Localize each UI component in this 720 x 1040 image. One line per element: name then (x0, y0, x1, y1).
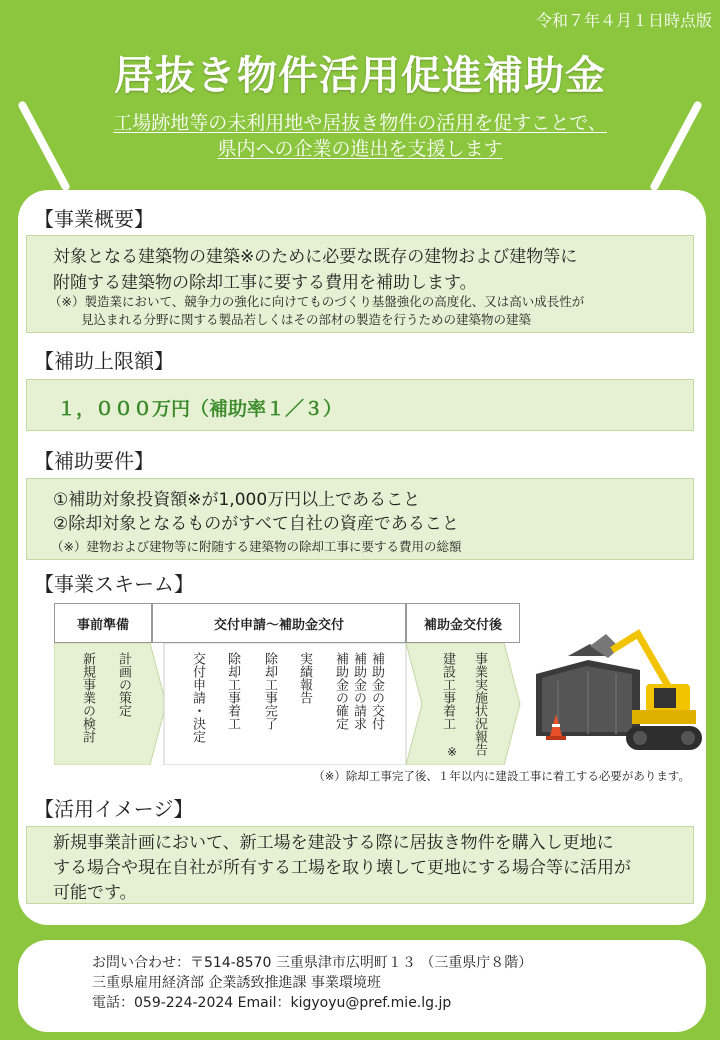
overview-text (53, 244, 577, 296)
usage-line-2: する場合や現在自社が所有する工場を取り壊して更地にする場合等に活用が (53, 858, 631, 878)
page-title: 居抜き物件活用促進補助金 (114, 53, 606, 99)
usage-heading: 【活用イメージ】 (34, 797, 194, 821)
usage-line-3: 可能です。 (53, 883, 137, 903)
requirements-box (26, 478, 694, 560)
overview-line-1: 対象となる建築物の建築※のために必要な既存の建物および建物等に (53, 247, 578, 267)
arrow-prep (54, 643, 166, 765)
subtitle-line-2: 県内への企業の進出を支援します (217, 138, 503, 160)
overview-line-2: 附随する建築物の除却工事に要する費用を補助します。 (53, 273, 477, 293)
overview-note-1: （※）製造業において、競争力の強化に向けてものづくり基盤強化の高度化、又は高い成長性が (49, 294, 585, 309)
arrow-after (406, 643, 520, 765)
phase-after: 補助金交付後 (406, 603, 520, 643)
step-demolition-start: 除却工事着工 (225, 652, 240, 730)
subtitle (0, 110, 720, 162)
usage-text (53, 831, 693, 906)
step-construction-mark: ※ (447, 745, 458, 759)
step-construction: 建設工事着工 (440, 652, 455, 730)
limit-box (26, 379, 694, 431)
phase-application: 交付申請～補助金交付 (152, 603, 406, 643)
step-application: 交付申請・決定 (190, 652, 205, 743)
scheme-heading: 【事業スキーム】 (34, 572, 194, 596)
usage-box (26, 826, 694, 904)
step-new-business: 新規事業の検討 (80, 652, 95, 743)
overview-heading: 【事業概要】 (34, 207, 154, 231)
contact-panel (18, 940, 706, 1032)
step-report: 実績報告 (297, 652, 312, 704)
step-claim: 補助金の確定 (333, 652, 348, 730)
date-label: 令和７年４月１日時点版 (535, 11, 712, 30)
step-confirm: 補助金の請求 (351, 652, 366, 730)
step-demolition-complete: 除却工事完了 (262, 652, 277, 730)
overview-box (26, 235, 694, 333)
step-plan: 計画の策定 (116, 652, 131, 717)
scheme-note: （※）除却工事完了後、１年以内に建設工事に着工する必要があります。 (313, 769, 690, 783)
requirement-2: ②除却対象となるものがすべて自社の資産であること (53, 514, 459, 534)
ruined-building (536, 644, 640, 736)
limit-amount: １，０００万円（補助率１／３） (57, 398, 343, 420)
overview-note (49, 293, 584, 329)
step-status-report: 事業実施状況報告 (472, 652, 487, 756)
step-grant: 補助金の交付 (369, 652, 384, 730)
contact-phone-email: 電話：059-224-2024 Email：kigyoyu@pref.mie.lg.jp (92, 995, 452, 1011)
requirements-note: （※）建物および建物等に附随する建築物の除却工事に要する費用の総額 (51, 539, 462, 554)
limit-heading: 【補助上限額】 (34, 349, 174, 373)
excavator-illustration (528, 626, 708, 766)
phase-prep: 事前準備 (54, 603, 152, 643)
requirements-heading: 【補助要件】 (34, 449, 154, 473)
contact-department: 三重県雇用経済部 企業誘致推進課 事業環境班 (92, 975, 381, 991)
overview-note-2: 見込まれる分野に関する製品若しくはその部材の製造を行うための建築物の建築 (81, 312, 532, 327)
usage-line-1: 新規事業計画において、新工場を建設する際に居抜き物件を購入し更地に (53, 833, 614, 853)
contact-address: お問い合わせ：〒514-8570 三重県津市広明町１３ （三重県庁８階） (92, 955, 533, 971)
requirement-1: ①補助対象投資額※が1,000万円以上であること (53, 490, 421, 510)
subtitle-line-1: 工場跡地等の未利用地や居抜き物件の活用を促すことで、 (113, 112, 607, 134)
